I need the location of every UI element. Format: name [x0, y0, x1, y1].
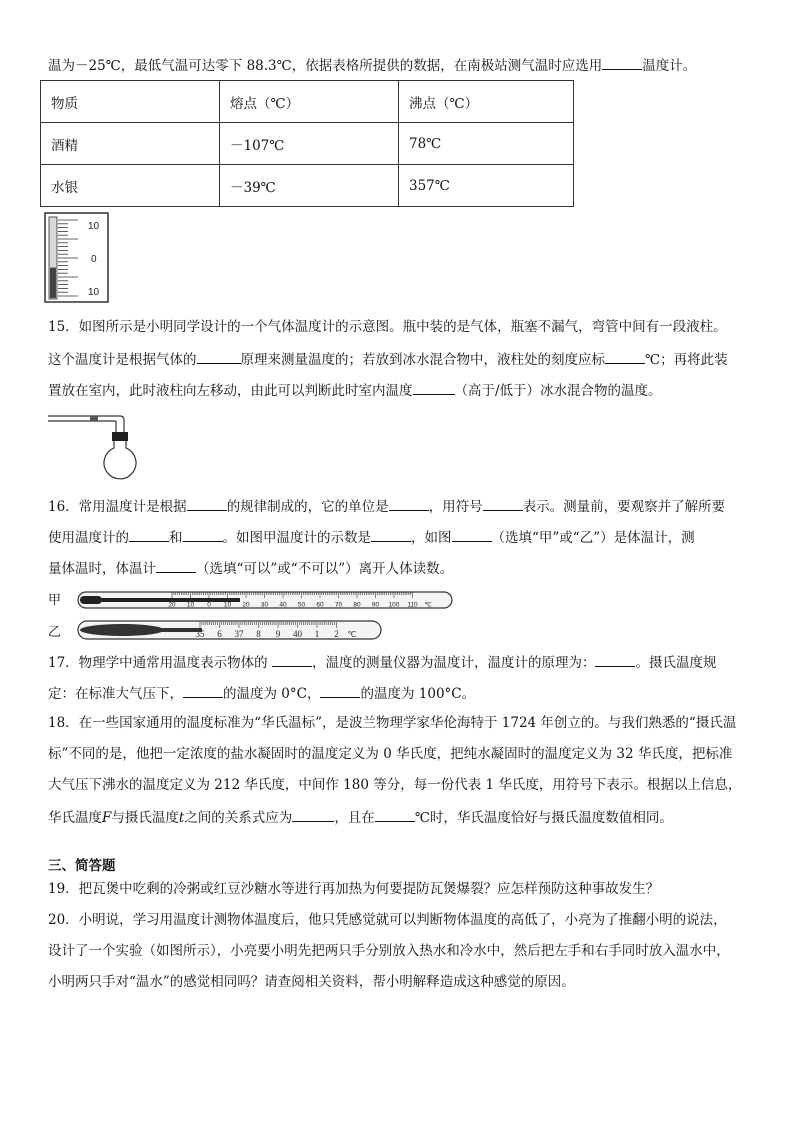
table-header-cell: 熔点（℃） [220, 81, 399, 123]
answer-blank[interactable] [605, 349, 645, 364]
scale-label: 0 [207, 601, 211, 609]
scale-label: 20 [168, 601, 176, 609]
scale-label: 10 [88, 287, 100, 298]
scale-label: 10 [186, 601, 195, 609]
bottle-stopper [112, 432, 128, 441]
q15-line-3: 置放在室内，此时液柱向左移动，由此可以判断此时室内温度 （高于/低于）冰水混合物的温度。 [48, 380, 662, 400]
answer-blank[interactable] [375, 807, 415, 822]
bent-tube [120, 416, 124, 432]
label-jia: 甲 [48, 593, 62, 608]
answer-blank[interactable] [320, 683, 360, 698]
q20-line-2: 设计了一个实验（如图所示），小亮要小明先把两只手分别放入热水和冷水中，然后把左手和右手同时放入温水中， [48, 943, 730, 959]
answer-blank[interactable] [483, 496, 523, 511]
q19-line: 19．把瓦煲中吃剩的冷粥或红豆沙糖水等进行再加热为何要提防瓦煲爆裂？应怎样预防这种事故发生？ [48, 881, 660, 897]
q16-line-2: 使用温度计的 和 。如图甲温度计的示数是 ，如图 （选填“甲”或“乙”）是体温计，测 [48, 527, 695, 547]
q15-line-1: 15．如图所示是小明同学设计的一个气体温度计的示意图。瓶中装的是气体，瓶塞不漏气，弯管中间有一段液柱。 [48, 319, 727, 335]
table-cell: －107℃ [220, 123, 399, 165]
thermometer-bulb [80, 624, 164, 636]
scale-label: 80 [353, 601, 361, 609]
table-header-row [41, 81, 574, 123]
scale-label: 10 [223, 601, 232, 609]
scale-label: 50 [297, 601, 306, 609]
table-cell: －39℃ [220, 165, 399, 207]
thermometer-jia [76, 589, 456, 611]
vertical-thermometer-figure [44, 212, 110, 304]
answer-blank[interactable] [452, 527, 492, 542]
melting-boiling-table [40, 80, 574, 207]
flask [104, 441, 136, 479]
section-title: 三、简答题 [48, 858, 116, 874]
q17-line-2: 定：在标准大气压下， 的温度为 0°C， 的温度为 100°C。 [48, 683, 475, 703]
answer-blank[interactable] [602, 55, 642, 70]
scale-label: 40 [293, 629, 302, 639]
q18-line-4: 华氏温度F与摄氏温度t之间的关系式应为 ，且在 ℃时，华氏温度恰好与摄氏温度数值相同。 [48, 807, 673, 827]
table-row [41, 123, 574, 165]
scale-label: 1 [314, 629, 320, 639]
label-yi: 乙 [48, 625, 62, 640]
intro-line: 温为－25℃，最低气温可达零下 88.3℃，依据表格所提供的数据，在南极站测气温时应选用 温度计。 [48, 55, 696, 75]
scale-label: 37 [234, 629, 244, 639]
scale-label: 6 [217, 629, 222, 639]
answer-blank[interactable] [197, 349, 241, 364]
q20-line-3: 小明两只手对“温水”的感觉相同吗？请查阅相关资料，帮小明解释造成这种感觉的原因。 [48, 974, 575, 990]
thermometer-yi [76, 618, 386, 642]
thermometer-bulb [80, 596, 102, 604]
answer-blank[interactable] [183, 527, 223, 542]
table-row [41, 165, 574, 207]
q15-line-2: 这个温度计是根据气体的 原理来测量温度的；若放到冰水混合物中，液柱处的刻度应标 ℃；再将此装 [48, 349, 728, 369]
gas-thermometer-figure [44, 410, 164, 482]
q17-line-1: 17．物理学中通常用温度表示物体的 ，温度的测量仪器为温度计，温度计的原理为： 。摄氏温度规 [48, 652, 716, 672]
scale-label: 9 [275, 629, 281, 639]
table-header-cell: 物质 [41, 81, 220, 123]
scale-label: 10 [88, 221, 100, 232]
scale-label: 60 [316, 601, 324, 609]
scale-label: 20 [242, 601, 250, 609]
q18-line-3: 大气压下沸水的温度定义为 212 华氏度，中间作 180 等分，每一份代表 1 华氏度，用符号下表示。根据以上信息， [48, 777, 742, 793]
table-cell: 酒精 [41, 123, 220, 165]
scale-label: 100 [388, 601, 400, 609]
scale-unit: ℃ [347, 630, 357, 639]
scale-label: 40 [279, 601, 287, 609]
q16-line-1: 16．常用温度计是根据 的规律制成的，它的单位是 ，用符号 表示。测量前，要观察并了解所要 [48, 496, 725, 516]
answer-blank[interactable] [371, 527, 411, 542]
table-header-cell: 沸点（℃） [399, 81, 574, 123]
scale-label: 2 [334, 629, 339, 639]
scale-label: 8 [256, 629, 261, 639]
q16-line-3: 量体温时，体温计 （选填“可以”或“不可以”）离开人体读数。 [48, 558, 453, 578]
scale-label: 0 [91, 254, 97, 265]
table-cell: 78℃ [399, 123, 574, 165]
q20-line-1: 20．小明说，学习用温度计测物体温度后，他只凭感觉就可以判断物体温度的高低了，小亮为了推翻小明的说法， [48, 912, 727, 928]
answer-blank[interactable] [187, 496, 227, 511]
answer-blank[interactable] [292, 807, 334, 822]
scale-label: 110 [407, 601, 418, 609]
scale-label: 90 [371, 601, 380, 609]
scale-label: 70 [334, 601, 343, 609]
scale-label: 35 [195, 629, 205, 639]
table-cell: 357℃ [399, 165, 574, 207]
liquid-column [90, 416, 98, 421]
thermometer-liquid [50, 268, 56, 298]
answer-blank[interactable] [129, 527, 169, 542]
scale-unit: ℃ [424, 601, 432, 609]
answer-blank[interactable] [389, 496, 429, 511]
answer-blank[interactable] [595, 652, 635, 667]
table-cell: 水银 [41, 165, 220, 207]
answer-blank[interactable] [156, 558, 196, 573]
answer-blank[interactable] [272, 652, 312, 667]
q18-line-2: 标”不同的是，他把一定浓度的盐水凝固时的温度定义为 0 华氏度，把纯水凝固时的温度定义为 32 华氏度，把标准 [48, 746, 733, 762]
scale-label: 30 [260, 601, 269, 609]
answer-blank[interactable] [183, 683, 223, 698]
answer-blank[interactable] [413, 380, 455, 395]
q18-line-1: 18．在一些国家通用的温度标准为“华氏温标”，是波兰物理学家华伦海特于 1724 年创立的。与我们熟悉的“摄氏温 [48, 715, 737, 731]
